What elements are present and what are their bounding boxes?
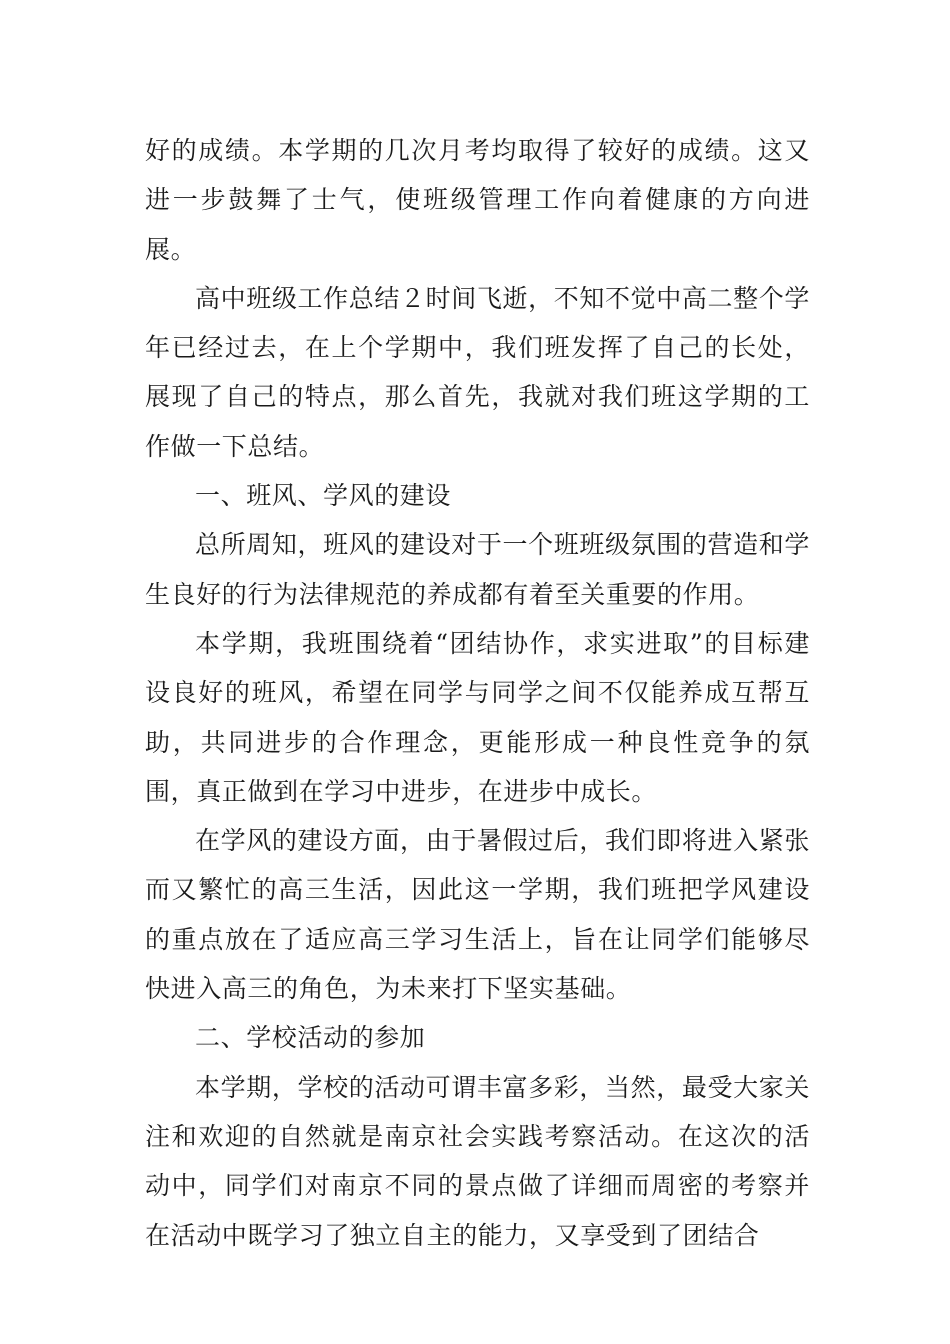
paragraph-class-style-importance: 总所周知，班风的建设对于一个班班级氛围的营造和学生良好的行为法律规范的养成都有着至关重要的作用。: [145, 530, 810, 609]
paragraph-continuation: 好的成绩。本学期的几次月考均取得了较好的成绩。这又进一步鼓舞了士气，使班级管理工作向着健康的方向进展。: [145, 136, 810, 264]
paragraph-class-style-goal: 本学期，我班围绕着“团结协作，求实进取”的目标建设良好的班风，希望在同学与同学之间不仅能养成互帮互助，共同进步的合作理念，更能形成一种良性竞争的氛围，真正做到在学习中进步，在进步中成长。: [145, 628, 810, 806]
paragraph-summary-intro: 高中班级工作总结２时间飞逝，不知不觉中高二整个学年已经过去，在上个学期中，我们班发挥了自己的长处，展现了自己的特点，那么首先，我就对我们班这学期的工作做一下总结。: [145, 283, 810, 461]
paragraph-school-activities: 本学期，学校的活动可谓丰富多彩，当然，最受大家关注和欢迎的自然就是南京社会实践考察活动。在这次的活动中，同学们对南京不同的景点做了详细而周密的考察并在活动中既学习了独立自主的能力，又享受到了团结合: [145, 1072, 810, 1250]
document-body: [145, 126, 810, 1260]
section-heading-school-activities: 二、学校活动的参加: [195, 1023, 426, 1053]
paragraph-study-style: 在学风的建设方面，由于暑假过后，我们即将进入紧张而又繁忙的高三生活，因此这一学期，我们班把学风建设的重点放在了适应高三学习生活上，旨在让同学们能够尽快进入高三的角色，为未来打下坚实基础。: [145, 826, 810, 1004]
section-heading-class-style: 一、班风、学风的建设: [195, 481, 452, 511]
